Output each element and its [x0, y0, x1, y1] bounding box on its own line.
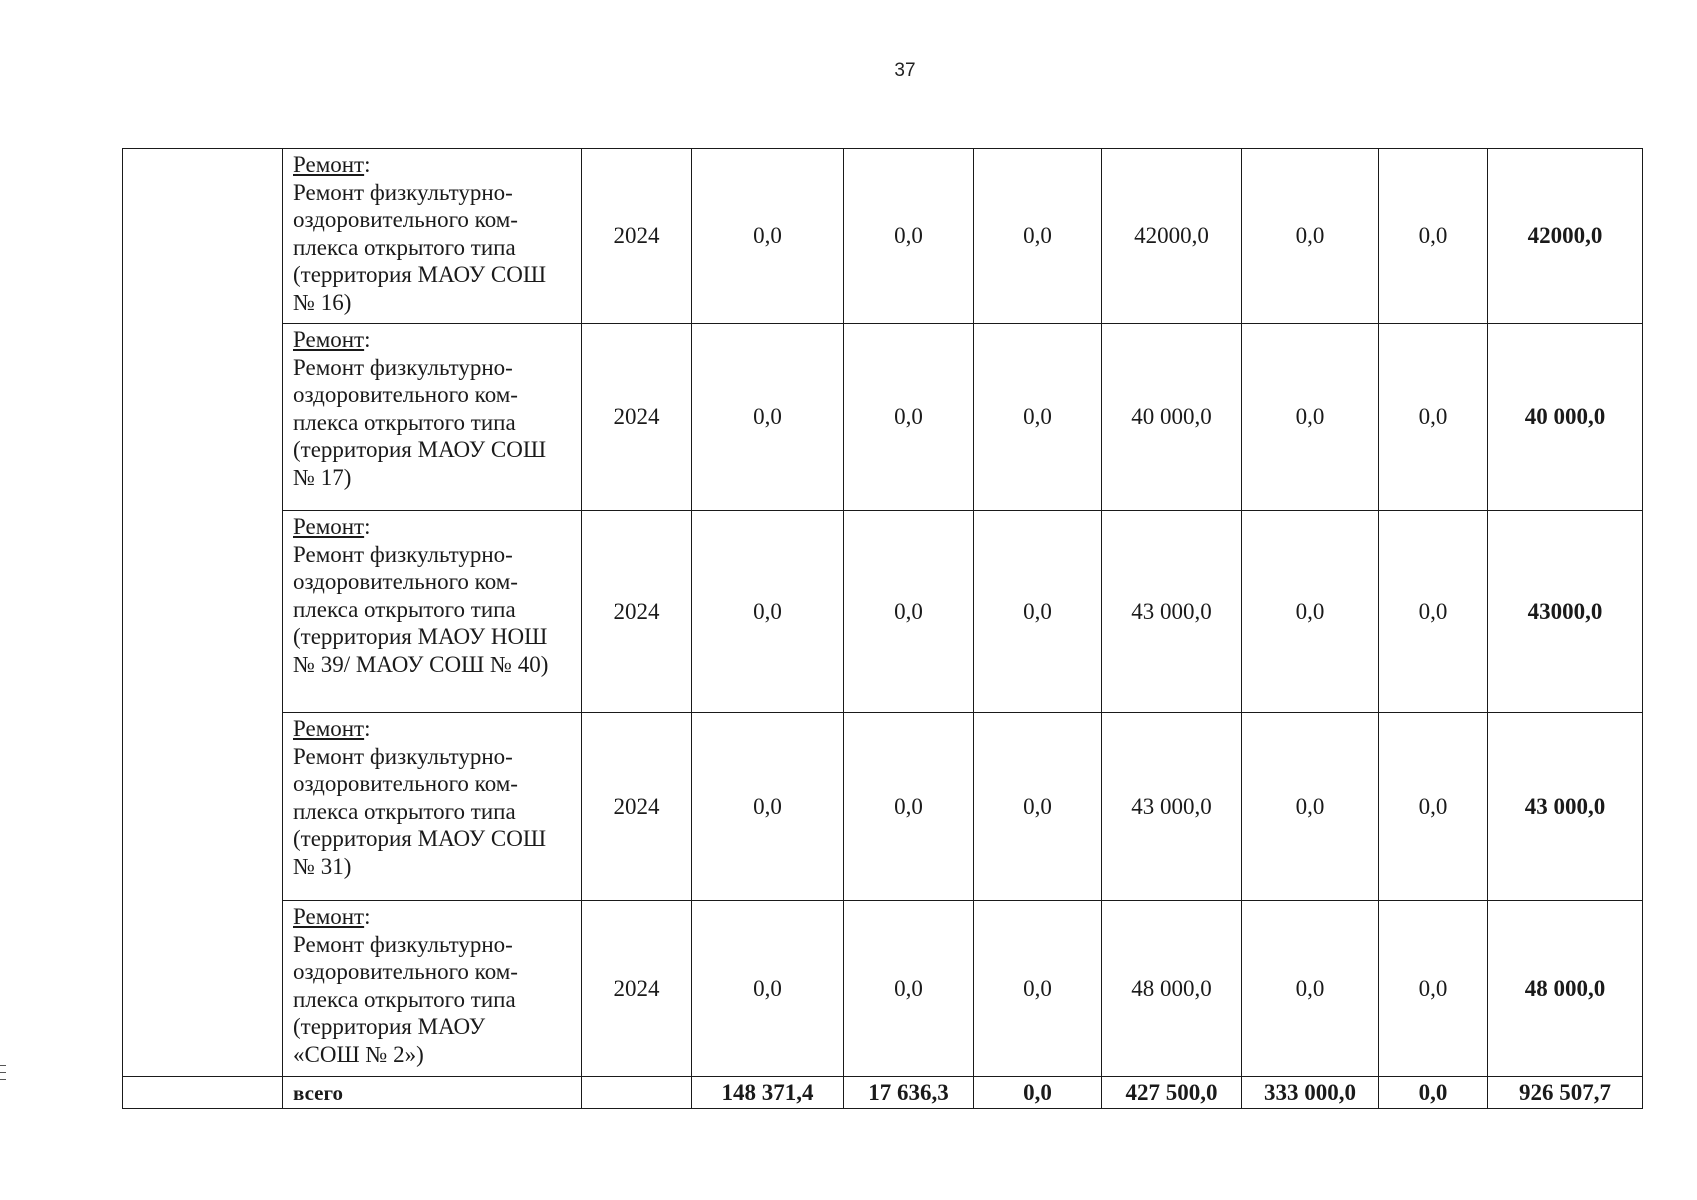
value-cell: 0,0 [1379, 713, 1488, 901]
description-line: (территория МАОУ СОШ [293, 262, 547, 287]
summary-label: всего [283, 1077, 582, 1109]
description-line: оздоровительного ком- [293, 382, 518, 407]
year-cell: 2024 [582, 149, 692, 324]
year-cell: 2024 [582, 511, 692, 713]
year-cell: 2024 [582, 324, 692, 511]
value-cell: 0,0 [1242, 901, 1379, 1077]
summary-row [123, 1077, 1643, 1109]
value-cell: 0,0 [974, 713, 1102, 901]
repair-label: Ремонт [293, 716, 365, 741]
value-cell: 0,0 [974, 324, 1102, 511]
value-cell: 48 000,0 [1102, 901, 1242, 1077]
value-cell: 0,0 [1379, 149, 1488, 324]
value-cell: 0,0 [1242, 511, 1379, 713]
summary-total-cell: 926 507,7 [1488, 1077, 1643, 1109]
description-line: плекса открытого типа [293, 798, 516, 824]
value-cell: 0,0 [974, 511, 1102, 713]
description-cell: Ремонт: Ремонт физкультурно- оздоровительного ком- плекса открытого типа (территория МАОУ СОШ № 31) [283, 713, 582, 901]
value-cell: 0,0 [1242, 324, 1379, 511]
value-cell: 0,0 [974, 901, 1102, 1077]
value-cell: 43 000,0 [1102, 511, 1242, 713]
description-line: Ремонт физкультурно- [293, 354, 513, 380]
page-number: 37 [894, 60, 916, 81]
row-total-cell: 43000,0 [1488, 511, 1643, 713]
description-line: плекса открытого типа [293, 596, 516, 622]
value-cell: 0,0 [1379, 901, 1488, 1077]
description-line: (территория МАОУ [293, 1014, 486, 1039]
repair-label: Ремонт [293, 327, 365, 352]
table-row [123, 511, 1643, 713]
value-cell: 0,0 [692, 149, 844, 324]
year-cell: 2024 [582, 901, 692, 1077]
description-line: (территория МАОУ СОШ [293, 437, 547, 462]
value-cell: 0,0 [692, 901, 844, 1077]
summary-empty-cell [582, 1077, 692, 1109]
description-line: «СОШ № 2») [293, 1041, 424, 1067]
description-line: № 17) [293, 464, 352, 490]
description-line: плекса открытого типа [293, 409, 516, 435]
description-line: оздоровительного ком- [293, 959, 518, 984]
table-row [123, 149, 1643, 324]
value-cell: 0,0 [974, 149, 1102, 324]
description-line: плекса открытого типа [293, 234, 516, 260]
description-line: (территория МАОУ СОШ [293, 826, 547, 851]
budget-table [122, 148, 1643, 1109]
value-cell: 0,0 [844, 901, 974, 1077]
repair-label: Ремонт [293, 152, 365, 177]
scan-mark [0, 1079, 6, 1080]
description-line: № 16) [293, 289, 352, 315]
value-cell: 0,0 [692, 713, 844, 901]
scan-mark [0, 1072, 6, 1073]
description-line: № 39/ МАОУ СОШ № 40) [293, 651, 549, 677]
row-total-cell: 42000,0 [1488, 149, 1643, 324]
scan-mark [0, 1065, 6, 1066]
table-row [123, 713, 1643, 901]
value-cell: 0,0 [844, 511, 974, 713]
description-line: № 31) [293, 853, 352, 879]
value-cell: 0,0 [844, 149, 974, 324]
merged-empty-cell [123, 149, 283, 1077]
summary-value-cell: 17 636,3 [844, 1077, 974, 1109]
description-cell: Ремонт: Ремонт физкультурно- оздоровительного ком- плекса открытого типа (территория МАОУ НОШ № 39/ МАОУ СОШ № 40) [283, 511, 582, 713]
year-cell: 2024 [582, 713, 692, 901]
value-cell: 0,0 [1379, 324, 1488, 511]
repair-label: Ремонт [293, 904, 365, 929]
value-cell: 43 000,0 [1102, 713, 1242, 901]
scan-edge-marks [0, 1065, 6, 1086]
summary-empty-cell [123, 1077, 283, 1109]
table-row [123, 901, 1643, 1077]
description-line: плекса открытого типа [293, 986, 516, 1012]
row-total-cell: 43 000,0 [1488, 713, 1643, 901]
value-cell: 0,0 [844, 713, 974, 901]
value-cell: 0,0 [1242, 713, 1379, 901]
description-line: оздоровительного ком- [293, 771, 518, 796]
description-line: (территория МАОУ НОШ [293, 624, 548, 649]
description-line: оздоровительного ком- [293, 569, 518, 594]
value-cell: 42000,0 [1102, 149, 1242, 324]
value-cell: 0,0 [692, 511, 844, 713]
summary-value-cell: 333 000,0 [1242, 1077, 1379, 1109]
summary-value-cell: 427 500,0 [1102, 1077, 1242, 1109]
description-cell: Ремонт: Ремонт физкультурно- оздоровительного ком- плекса открытого типа (территория МАОУ СОШ № 16) [283, 149, 582, 324]
description-line: Ремонт физкультурно- [293, 931, 513, 957]
value-cell: 0,0 [692, 324, 844, 511]
value-cell: 0,0 [844, 324, 974, 511]
description-cell: Ремонт: Ремонт физкультурно- оздоровительного ком- плекса открытого типа (территория МАОУ «СОШ № 2») [283, 901, 582, 1077]
repair-label: Ремонт [293, 514, 365, 539]
summary-value-cell: 0,0 [1379, 1077, 1488, 1109]
description-line: Ремонт физкультурно- [293, 541, 513, 567]
row-total-cell: 48 000,0 [1488, 901, 1643, 1077]
value-cell: 40 000,0 [1102, 324, 1242, 511]
row-total-cell: 40 000,0 [1488, 324, 1643, 511]
summary-value-cell: 0,0 [974, 1077, 1102, 1109]
description-line: Ремонт физкультурно- [293, 743, 513, 769]
value-cell: 0,0 [1379, 511, 1488, 713]
table-row [123, 324, 1643, 511]
value-cell: 0,0 [1242, 149, 1379, 324]
description-cell: Ремонт: Ремонт физкультурно- оздоровительного ком- плекса открытого типа (территория МАОУ СОШ № 17) [283, 324, 582, 511]
description-line: Ремонт физкультурно- [293, 179, 513, 205]
description-line: оздоровительного ком- [293, 207, 518, 232]
summary-value-cell: 148 371,4 [692, 1077, 844, 1109]
